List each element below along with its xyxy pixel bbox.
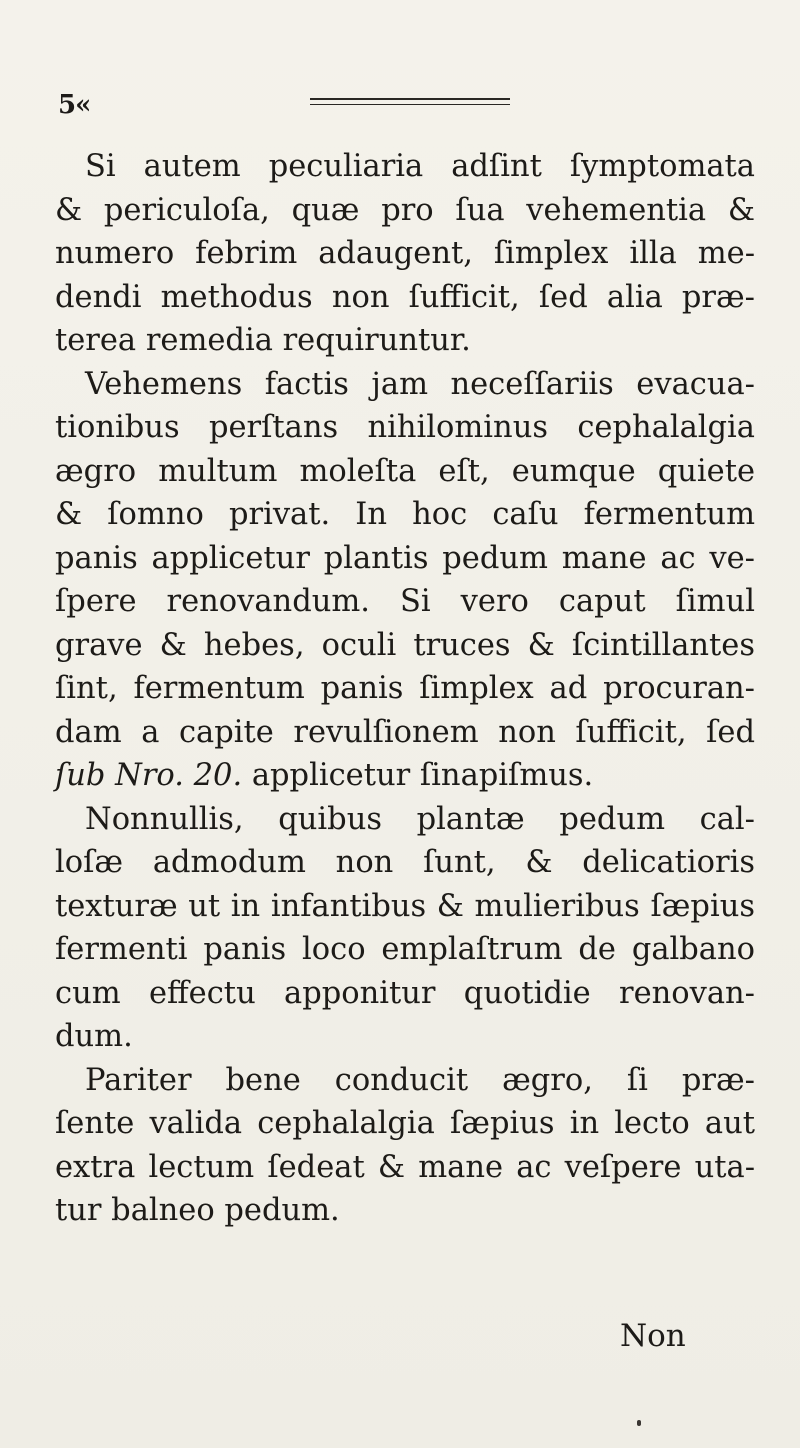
text-line: & periculoſa, quæ pro ſua vehementia & <box>55 192 755 228</box>
text-line: grave & hebes, oculi truces & ſcintillantes <box>55 627 755 663</box>
text-line: tur balneo pedum. <box>55 1193 340 1228</box>
text-line: fermenti panis loco emplaſtrum de galbano <box>55 932 755 967</box>
text-line: ſente valida cephalalgia ſæpius in lecto aut <box>55 1106 755 1141</box>
text-line: terea remedia requiruntur. <box>55 323 471 358</box>
text-line: loſæ admodum non ſunt, & delicatioris <box>55 845 755 880</box>
ink-speck <box>637 1420 641 1426</box>
text-line: Pariter bene conducit ægro, ſi præ- <box>85 1062 755 1098</box>
text-line: extra lectum ſedeat & mane ac veſpere uta- <box>55 1149 755 1185</box>
text-line: Nonnullis, quibus plantæ pedum cal- <box>85 801 755 837</box>
text-line: dam a capite revulſionem non ſufficit, ſed <box>55 714 755 750</box>
header-rule <box>310 98 510 100</box>
text-line: & ſomno privat. In hoc caſu fermentum <box>55 497 755 532</box>
text-line: ſint, fermentum panis ſimplex ad procuran- <box>55 671 755 706</box>
page-number: 5« <box>58 90 91 120</box>
text-line: cum effectu apponitur quotidie renovan- <box>55 975 755 1011</box>
text-line: ſpere renovandum. Si vero caput ſimul <box>55 584 755 619</box>
text-line-with-italic <box>55 754 755 798</box>
text-line: panis applicetur plantis pedum mane ac ve- <box>55 540 755 576</box>
catchword: Non <box>620 1318 686 1354</box>
text-line: tionibus perſtans nihilominus cephalalgia <box>55 410 755 445</box>
header-rule-thin <box>310 104 510 105</box>
text-line-rest: applicetur ſinapiſmus. <box>251 758 594 793</box>
text-line: ægro multum moleſta eſt, eumque quiete <box>55 453 755 489</box>
text-line: Si autem peculiaria adſint ſymptomata <box>85 149 755 184</box>
text-line: dendi methodus non ſufficit, ſed alia præ- <box>55 279 755 315</box>
text-line: dum. <box>55 1019 133 1054</box>
text-line: texturæ ut in infantibus & mulieribus ſæpius <box>55 888 755 924</box>
text-line: Vehemens factis jam neceſſariis evacua- <box>85 366 755 402</box>
body-text <box>55 145 755 1233</box>
italic-reference: ſub Nro. 20. <box>55 758 243 793</box>
text-line: numero febrim adaugent, ſimplex illa me- <box>55 236 755 271</box>
